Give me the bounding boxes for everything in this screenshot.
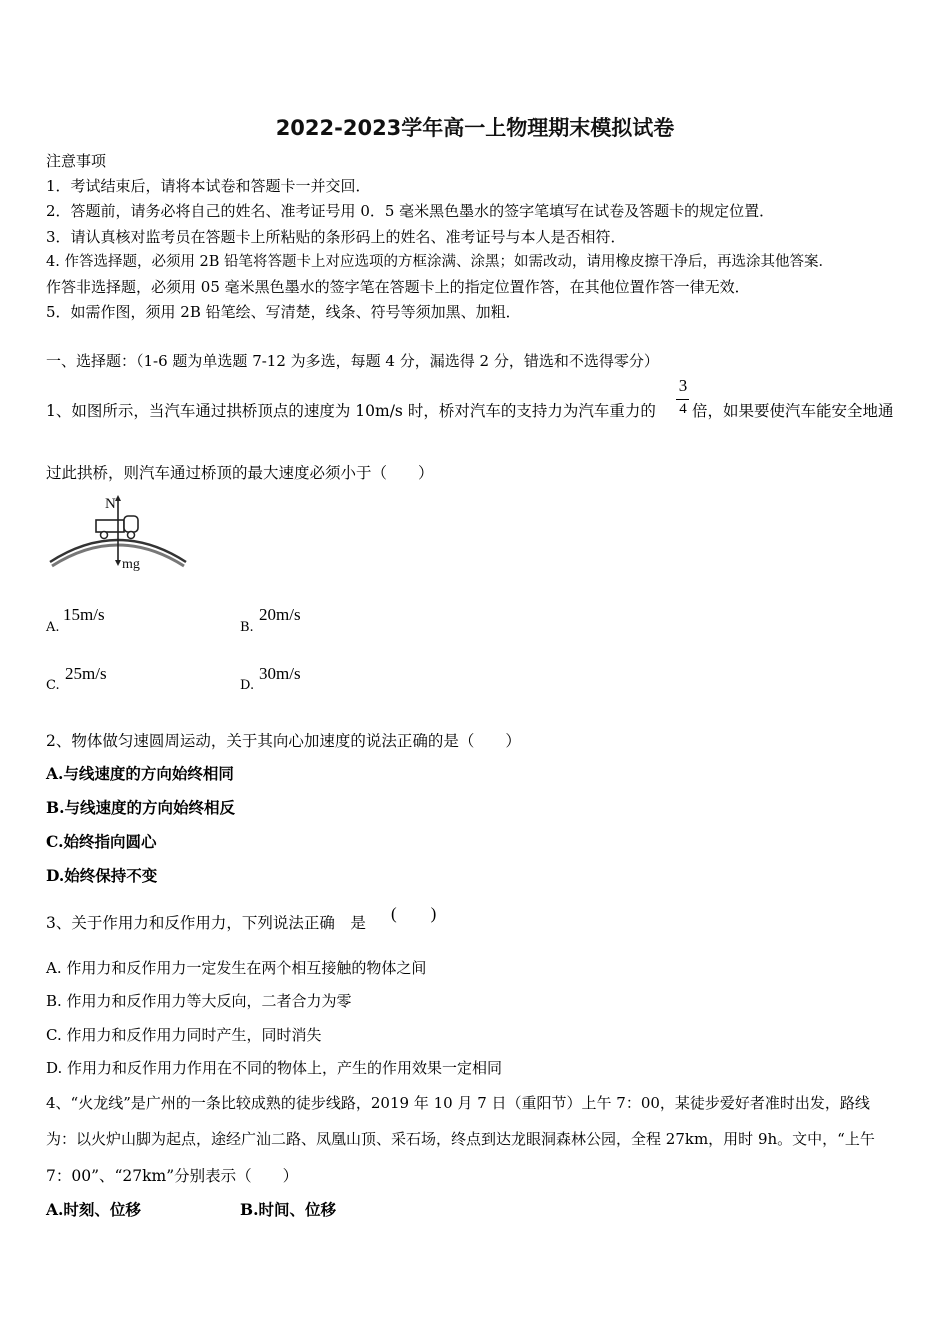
q1-fraction-denominator: 4	[679, 401, 687, 417]
q2-option-d: D.始终保持不变	[46, 866, 158, 885]
q3-option-c: C. 作用力和反作用力同时产生，同时消失	[46, 1026, 322, 1044]
q1-option-a-letter: A.	[46, 620, 60, 635]
normal-force-label: N	[105, 496, 116, 512]
q1-option-a-value: 15m/s	[63, 605, 105, 624]
q4-stem-line: 7：00”、“27km”分别表示（ ）	[46, 1167, 299, 1185]
q4-option-b: B.时间、位移	[240, 1200, 336, 1219]
q1-option-d-letter: D.	[240, 678, 255, 693]
q3-option-d: D. 作用力和反作用力作用在不同的物体上，产生的作用效果一定相同	[46, 1059, 503, 1077]
q4-option-a: A.时刻、位移	[46, 1200, 141, 1219]
section-heading: 一、选择题：（1-6 题为单选题 7-12 为多选，每题 4 分，漏选得 2 分，错选和不选得零分）	[46, 352, 659, 370]
q4-stem-line: 为：以火炉山脚为起点，途经广汕二路、凤凰山顶、采石场，终点到达龙眼洞森林公园，全程 27km，用时 9h。文中，“上午	[46, 1130, 875, 1148]
q2-option-c: C.始终指向圆心	[46, 832, 157, 851]
page-title: 2022-2023学年高一上物理期末模拟试卷	[275, 116, 675, 140]
q3-option-a: A. 作用力和反作用力一定发生在两个相互接触的物体之间	[46, 959, 427, 977]
arch-bridge-diagram	[46, 492, 191, 574]
truck-cab	[124, 516, 138, 532]
q4-stem-line: 4、“火龙线”是广州的一条比较成熟的徒步线路，2019 年 10 月 7 日（重阳节）上午 7：00，某徒步爱好者准时出发，路线	[46, 1094, 870, 1112]
notice-heading: 注意事项	[46, 152, 107, 170]
truck-wheel	[128, 532, 135, 539]
truck-wheel	[101, 532, 108, 539]
q2-option-a: A.与线速度的方向始终相同	[46, 764, 234, 783]
notice-item: 5．如需作图，须用 2B 铅笔绘、写清楚，线条、符号等须加黑、加粗．	[46, 303, 521, 321]
q1-option-b-letter: B.	[240, 620, 254, 635]
normal-force-arrowhead	[115, 495, 121, 501]
q3-answer-paren: ( )	[391, 904, 437, 923]
q1-stem-part3: 过此拱桥，则汽车通过桥顶的最大速度必须小于（ ）	[46, 464, 434, 482]
q1-stem-part1: 1、如图所示，当汽车通过拱桥顶点的速度为 10m/s 时，桥对汽车的支持力为汽车重力的	[46, 402, 656, 420]
q3-option-b: B. 作用力和反作用力等大反向，二者合力为零	[46, 992, 352, 1010]
q3-stem: 3、关于作用力和反作用力，下列说法正确 是	[46, 914, 366, 932]
q1-stem-part2: 倍，如果要使汽车能安全地通	[692, 402, 894, 420]
notice-item: 4. 作答选择题，必须用 2B 铅笔将答题卡上对应选项的方框涂满、涂黑；如需改动，请用橡皮擦干净后，再选涂其他答案．	[46, 254, 834, 270]
notice-item: 1．考试结束后，请将本试卷和答题卡一并交回．	[46, 177, 371, 195]
q1-fraction-numerator: 3	[678, 376, 688, 395]
q2-option-b: B.与线速度的方向始终相反	[46, 798, 235, 817]
gravity-arrowhead	[115, 560, 121, 566]
q1-option-b-value: 20m/s	[259, 605, 301, 624]
q2-stem: 2、物体做匀速圆周运动，关于其向心加速度的说法正确的是（ ）	[46, 732, 521, 750]
q1-option-c-letter: C.	[46, 678, 60, 693]
q1-option-d-value: 30m/s	[259, 664, 301, 683]
truck-cargo	[96, 520, 124, 532]
arch-bridge-figure	[46, 492, 191, 574]
q1-option-c-value: 25m/s	[65, 664, 107, 683]
q1-fraction-bar	[676, 399, 689, 400]
notice-item: 3．请认真核对监考员在答题卡上所粘贴的条形码上的姓名、准考证号与本人是否相符．	[46, 228, 626, 246]
notice-item: 作答非选择题，必须用 05 毫米黑色墨水的签字笔在答题卡上的指定位置作答，在其他位置作答一律无效．	[46, 278, 750, 296]
gravity-label: mg	[122, 557, 140, 572]
notice-item: 2．答题前，请务必将自己的姓名、准考证号用 0．5 毫米黑色墨水的签字笔填写在试卷及答题卡的规定位置．	[46, 202, 775, 220]
